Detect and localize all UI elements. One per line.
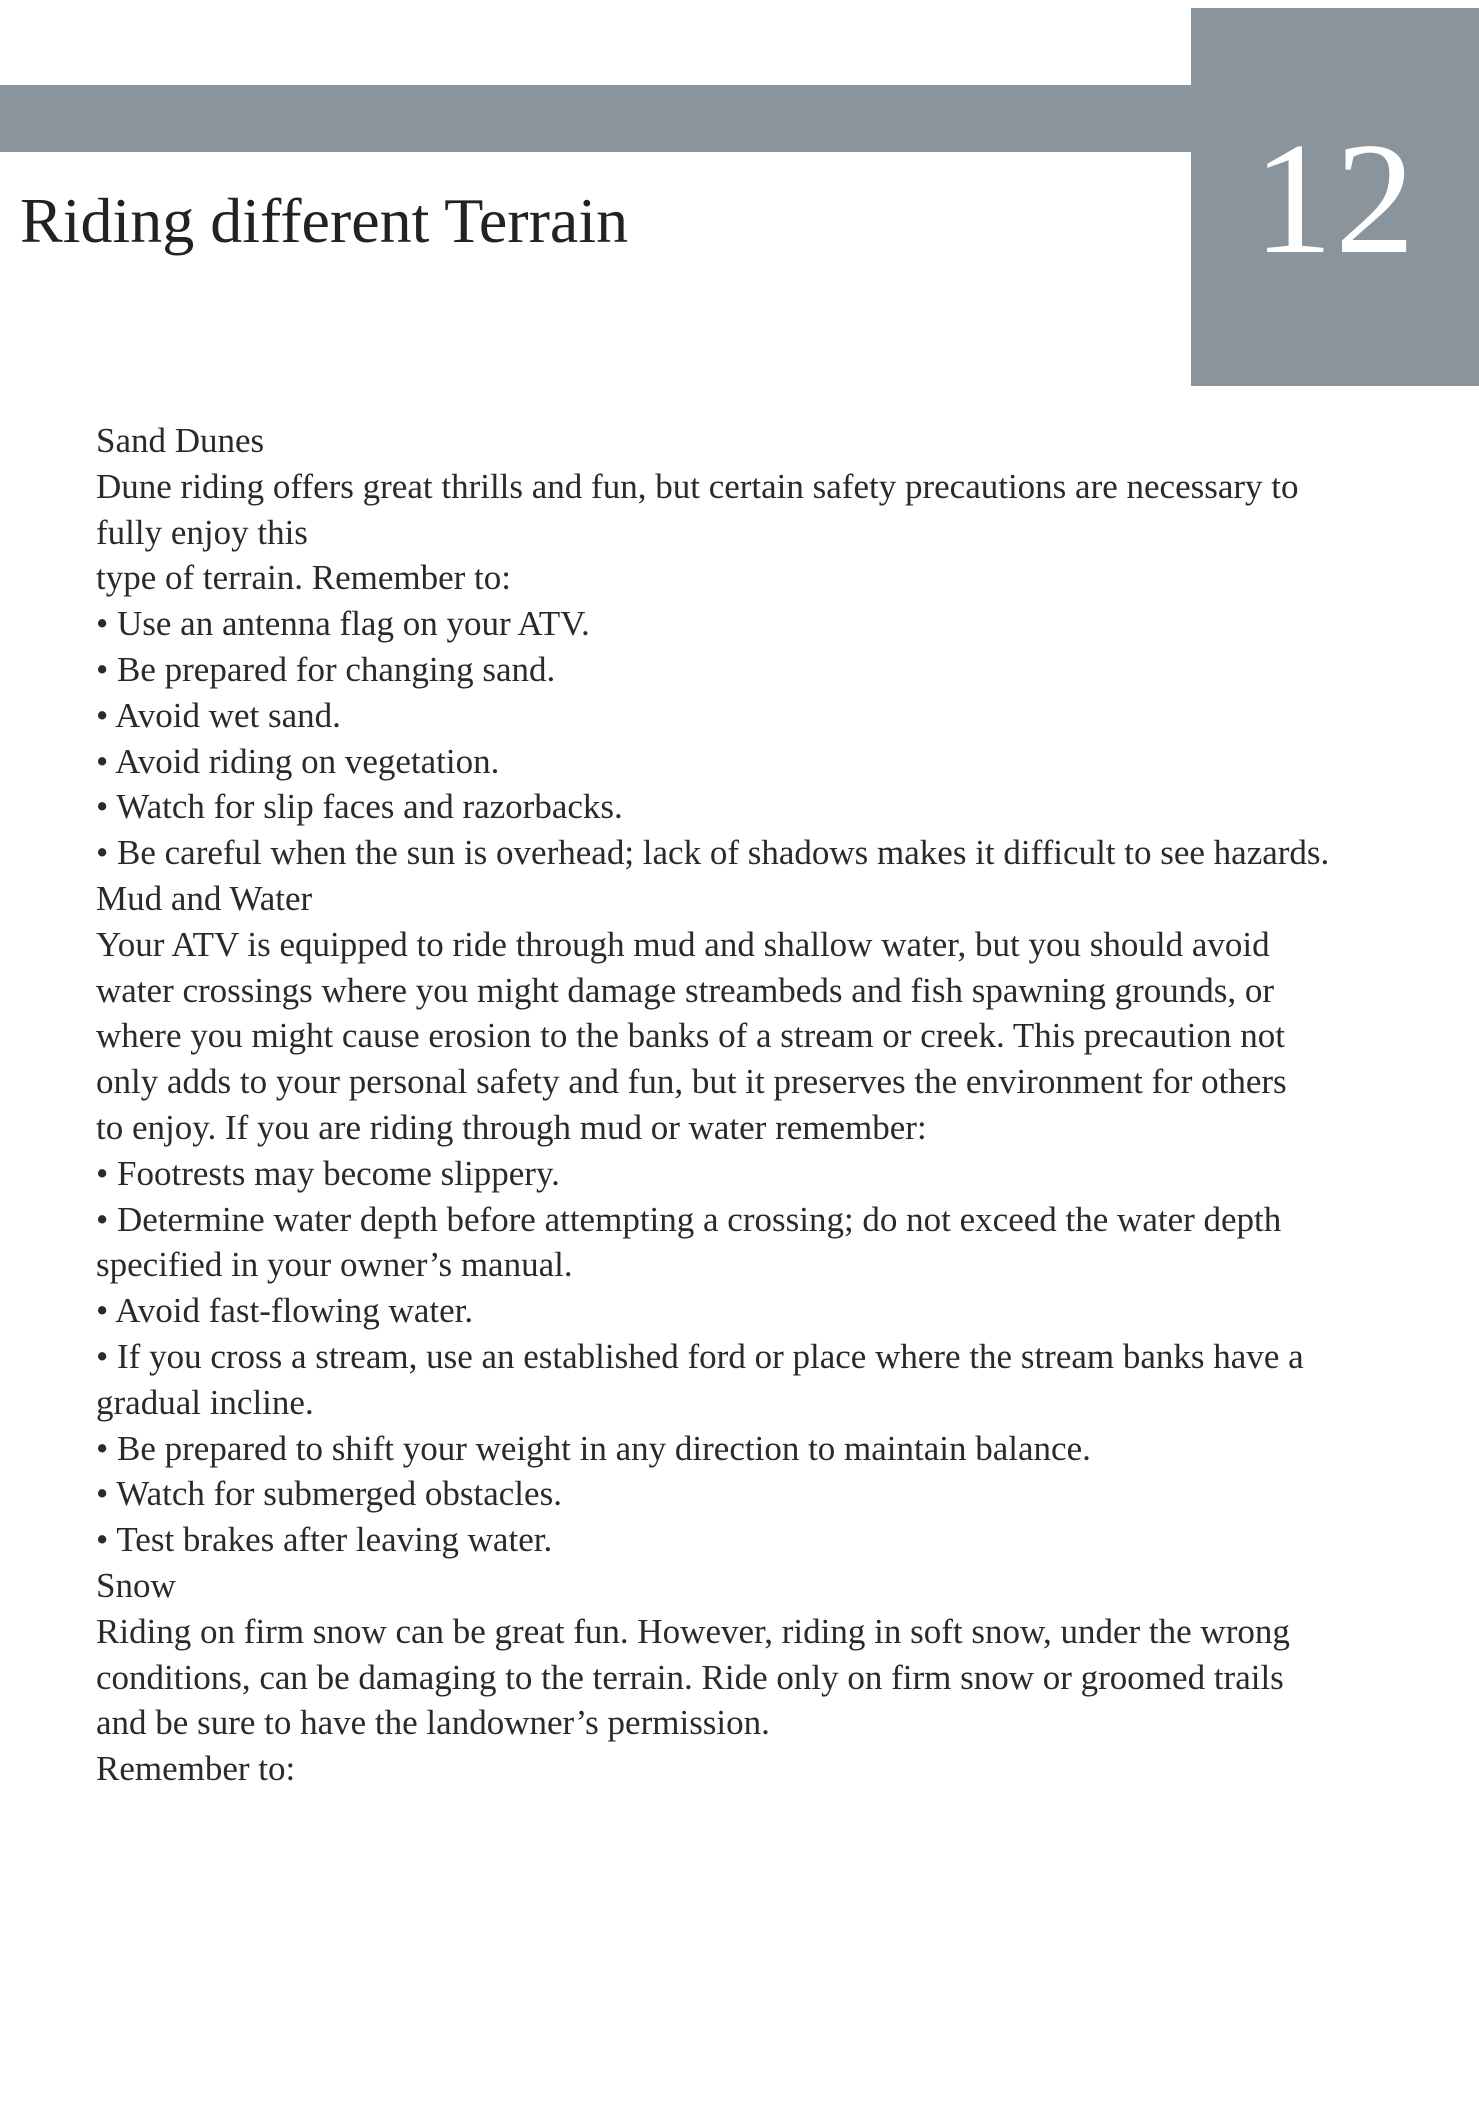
bullet-item: • Avoid wet sand. xyxy=(96,695,341,735)
bullet-item: • Be prepared for changing sand. xyxy=(96,649,556,689)
text-line: only adds to your personal safety and fun, but it preserves the environment for others xyxy=(96,1062,1287,1102)
text-line: fully enjoy this xyxy=(96,512,308,552)
text-line: type of terrain. Remember to: xyxy=(96,558,511,598)
text-line: where you might cause erosion to the banks of a stream or creek. This precaution not xyxy=(96,1016,1285,1056)
text-line: Your ATV is equipped to ride through mud and shallow water, but you should avoid xyxy=(96,924,1270,964)
bullet-item: • Watch for submerged obstacles. xyxy=(96,1474,562,1514)
text-line: to enjoy. If you are riding through mud or water remember: xyxy=(96,1107,927,1147)
text-line: Riding on firm snow can be great fun. However, riding in soft snow, under the wrong xyxy=(96,1611,1290,1651)
bullet-item: • Watch for slip faces and razorbacks. xyxy=(96,787,623,827)
page-title: Riding different Terrain xyxy=(20,185,629,256)
heading-sand-dunes: Sand Dunes xyxy=(96,421,265,460)
bullet-item: • Test brakes after leaving water. xyxy=(96,1520,553,1560)
text-line: specified in your owner’s manual. xyxy=(96,1245,573,1285)
bullet-item: • Avoid riding on vegetation. xyxy=(96,741,500,781)
text-line: conditions, can be damaging to the terrain. Ride only on firm snow or groomed trails xyxy=(96,1657,1284,1697)
body-text xyxy=(96,418,1416,1792)
bullet-item: • Determine water depth before attempting a crossing; do not exceed the water depth xyxy=(96,1199,1282,1239)
chapter-number: 12 xyxy=(1253,109,1417,287)
chapter-block xyxy=(1191,8,1479,386)
text-line: Dune riding offers great thrills and fun, but certain safety precautions are necessary to xyxy=(96,466,1299,506)
bullet-item: • If you cross a stream, use an established ford or place where the stream banks have a xyxy=(96,1336,1304,1376)
bullet-item: • Be careful when the sun is overhead; lack of shadows makes it difficult to see hazards. xyxy=(96,833,1330,873)
bullet-item: • Use an antenna flag on your ATV. xyxy=(96,604,590,644)
bullet-item: • Be prepared to shift your weight in any direction to maintain balance. xyxy=(96,1428,1091,1468)
heading-mud-and-water: Mud and Water xyxy=(96,878,313,918)
heading-snow: Snow xyxy=(96,1565,176,1605)
bullet-item: • Footrests may become slippery. xyxy=(96,1153,560,1193)
text-line: and be sure to have the landowner’s permission. xyxy=(96,1703,770,1743)
text-line: water crossings where you might damage streambeds and fish spawning grounds, or xyxy=(96,970,1275,1010)
text-line: gradual incline. xyxy=(96,1382,314,1422)
bullet-item: • Avoid fast-flowing water. xyxy=(96,1291,474,1331)
text-line: Remember to: xyxy=(96,1749,296,1789)
